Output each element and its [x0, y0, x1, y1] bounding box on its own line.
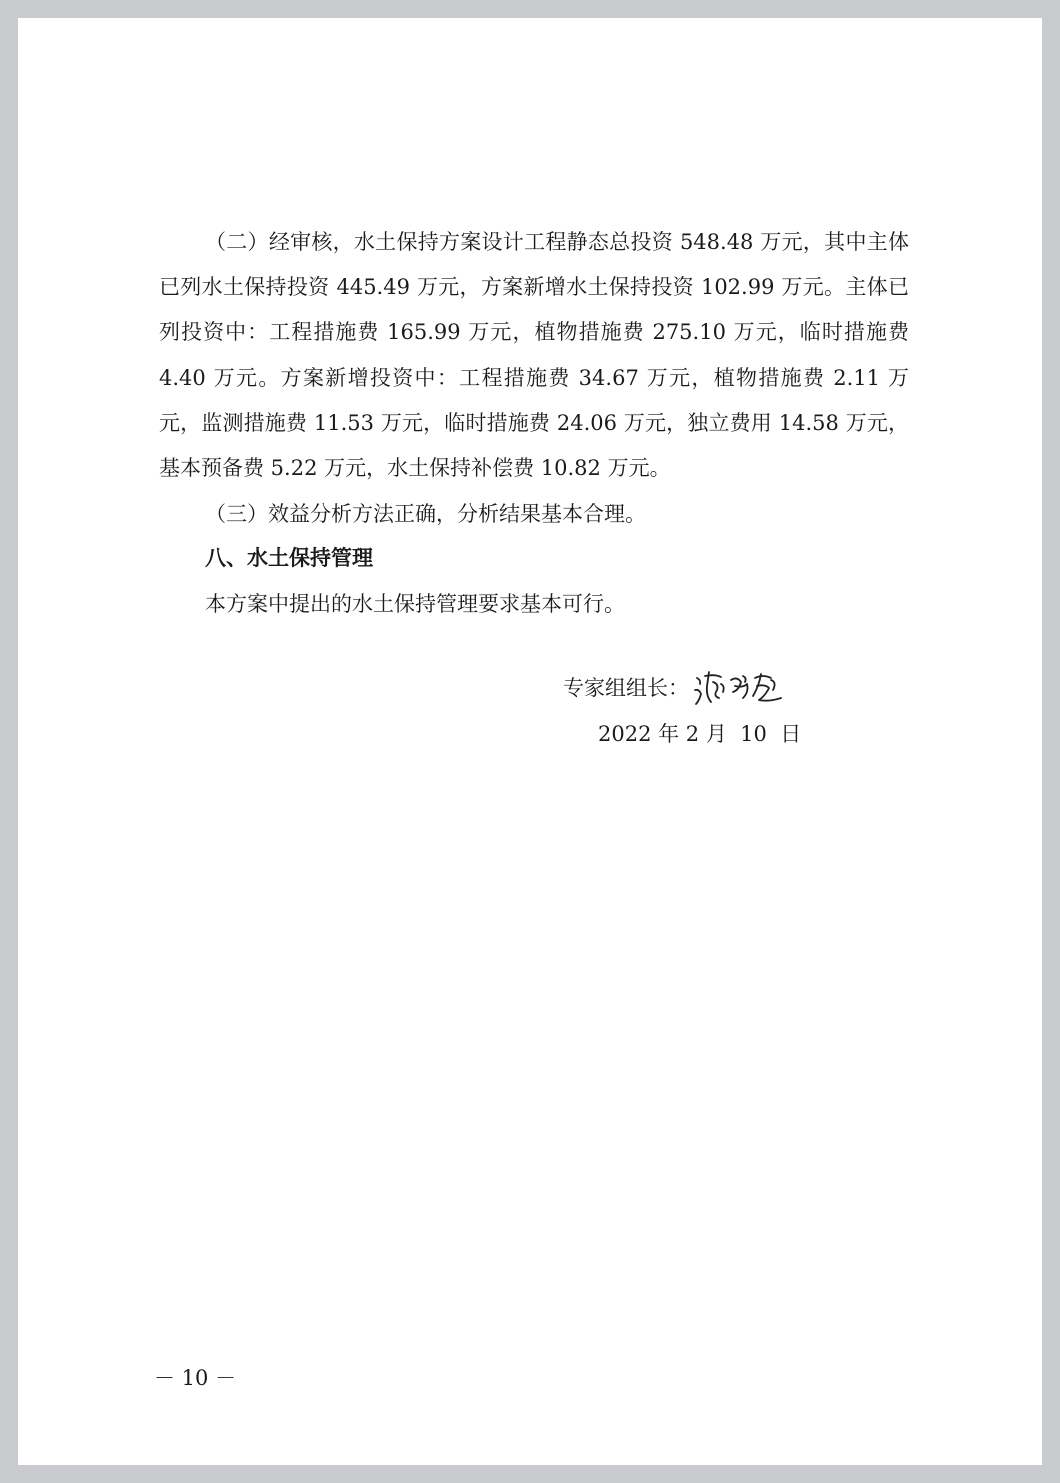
management-paragraph: 本方案中提出的水土保持管理要求基本可行。: [205, 592, 625, 616]
signing-date: 2022 年 2 月 10 日: [598, 722, 802, 746]
signature-block: [563, 668, 791, 708]
page-number: － 10 －: [154, 1366, 237, 1390]
signature-label: 专家组组长：: [563, 676, 689, 700]
benefit-analysis-paragraph: （三）效益分析方法正确，分析结果基本合理。: [205, 502, 646, 526]
handwritten-signature-icon: [691, 668, 791, 708]
document-page: [18, 18, 1042, 1465]
investment-paragraph: （二）经审核，水土保持方案设计工程静态总投资 548.48 万元，其中主体已列水土保持投资 445.49 万元，方案新增水土保持投资 102.99 万元。主体已列投资中：工程措施费 165.99 万元，植物措施费 275.10 万元，临时措施费 4.40 万元。方案新增投资中：工程措施费 34.67 万元，植物措施费 2.11 万元，监测措施费 11.53 万元，临时措施费 24.06 万元，独立费用 14.58 万元，基本预备费 5.22 万元，水土保持补偿费 10.82 万元。: [159, 230, 909, 481]
section-heading-management: 八、水土保持管理: [205, 546, 373, 570]
